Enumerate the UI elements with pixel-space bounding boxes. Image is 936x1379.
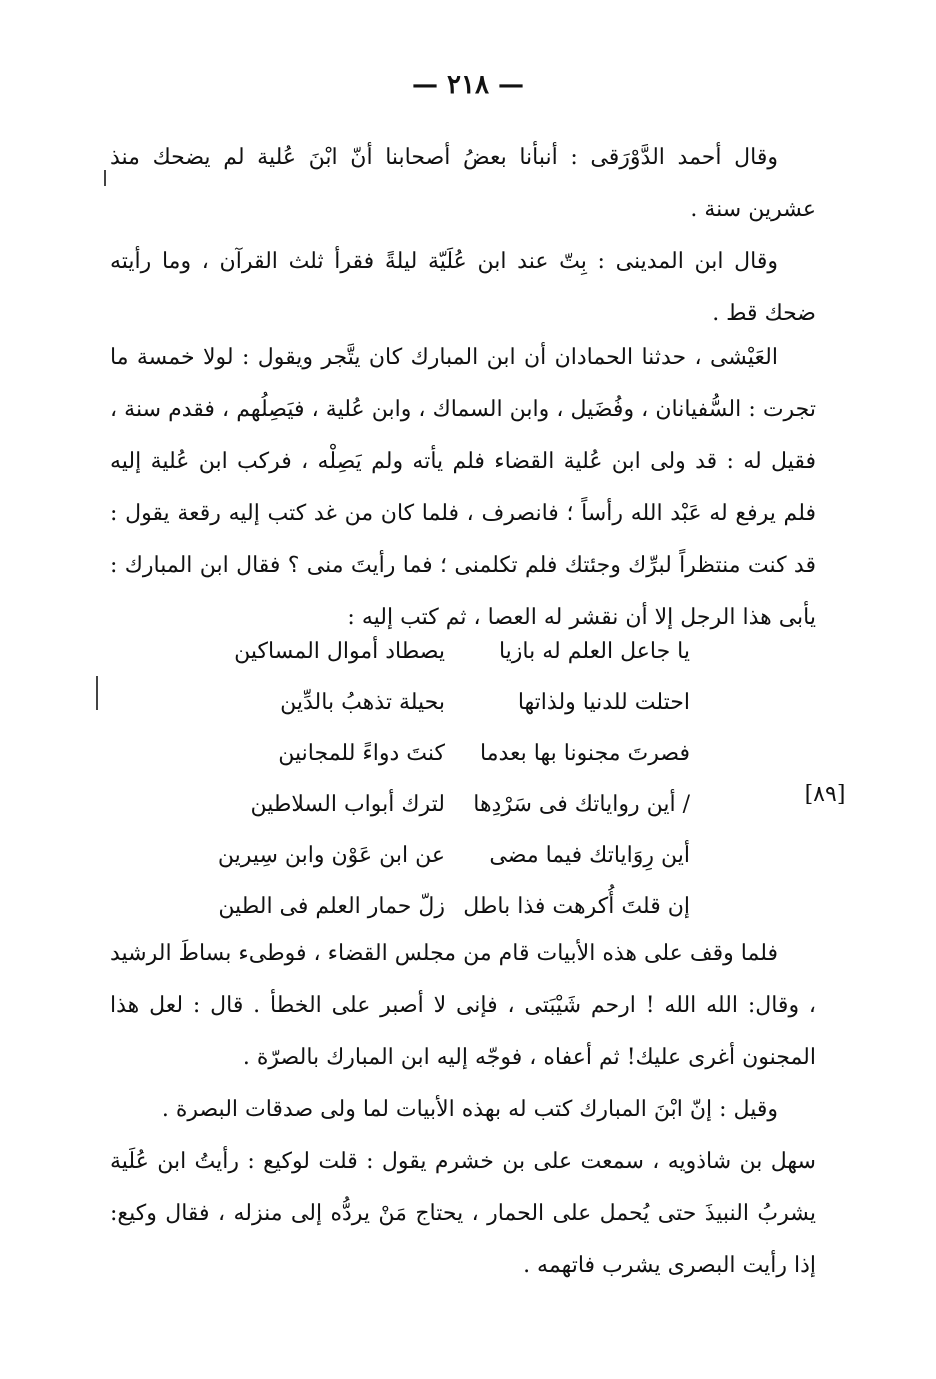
margin-rule-mark — [104, 170, 106, 186]
verse-first-hemistich: أين رِوَاياتك فيما مضى — [489, 843, 690, 868]
folio-marker: [٨٩] — [804, 782, 846, 807]
paragraph: وقال أحمد الدَّوْرَقى : أنبأنا بعضُ أصحابنا أنّ ابْنَ عُلية لم يضحك منذ عشرين سنة . — [110, 145, 816, 222]
verse-first-hemistich: يا جاعل العلم له بازيا — [498, 639, 690, 664]
poem-verse — [210, 728, 690, 779]
poem-verse — [210, 626, 690, 677]
poem — [210, 626, 690, 932]
paragraph-block-4 — [110, 928, 816, 1084]
paragraph-block-2 — [110, 236, 816, 340]
paragraph: وقيل : إنّ ابْنَ المبارك كتب له بهذه الأبيات لما ولى صدقات البصرة . — [161, 1097, 778, 1122]
verse-second-hemistich: كنتَ دواءً للمجانين — [278, 741, 445, 766]
verse-first-hemistich: احتلت للدنيا ولذاتها — [517, 690, 690, 715]
margin-rule-mark — [96, 676, 98, 710]
paragraph: فلما وقف على هذه الأبيات قام من مجلس القضاء ، فوطىء بساطَ الرشيد ، وقال: الله الله ! ارحم شَيْبَتى ، فإنى لا أصبر على الخطأ . قال : لعل هذا المجنون أغرى عليك! ثم أعفاه ، فوجّه إليه ابن المبارك بالصرّة . — [110, 941, 816, 1070]
paragraph-block-6 — [110, 1136, 816, 1292]
poem-verse — [210, 881, 690, 932]
paragraph: سهل بن شاذويه ، سمعت على بن خشرم يقول : قلت لوكيع : رأيتُ ابن عُلَية يشربُ النبيذَ حتى يُحمل على الحمار ، يحتاج مَنْ يردُّه إلى منزله ، فقال وكيع: إذا رأيت البصرى يشرب فاتهمه . — [110, 1149, 816, 1278]
verse-second-hemistich: زلّ حمار العلم فى الطين — [218, 894, 445, 919]
paragraph-block-1 — [110, 132, 816, 236]
paragraph-block-5 — [110, 1084, 816, 1136]
verse-second-hemistich: لترك أبواب السلاطين — [250, 792, 445, 817]
poem-verse — [210, 677, 690, 728]
paragraph: وقال ابن المدينى : بِتّ عند ابن عُلَيّة ليلةً فقرأ ثلث القرآن ، وما رأيته ضحك قط . — [110, 249, 816, 326]
paragraph: العَيْشى ، حدثنا الحمادان أن ابن المبارك كان يتَّجر ويقول : لولا خمسة ما تجرت : السُّفيانان ، وفُضَيل ، وابن السماك ، وابن عُلية ، فيَصِلُهم ، فقدم سنة ، فقيل له : قد ولى ابن عُلية القضاء فلم يأته ولم يَصِلْه ، فركب ابن عُلية إليه فلم يرفع له عَبْد الله رأساً ؛ فانصرف ، فلما كان من غد كتب إليه رقعة يقول : قد كنت منتظراً لبرِّك وجئتك فلم تكلمنى ؛ فما رأيتَ منى ؟ فقال ابن المبارك : يأبى هذا الرجل إلا أن نقشر له العصا ، ثم كتب إليه : — [110, 345, 816, 630]
verse-second-hemistich: عن ابن عَوْن وابن سِيرين — [217, 843, 445, 868]
verse-second-hemistich: يصطاد أموال المساكين — [234, 639, 445, 664]
poem-verse — [210, 830, 690, 881]
verse-second-hemistich: بحيلة تذهبُ بالدِّين — [280, 690, 445, 715]
page-number: — ٢١٨ — — [411, 70, 525, 100]
poem-verse — [210, 779, 690, 830]
verse-first-hemistich: إن قلتَ أُكرهت فذا باطل — [463, 894, 690, 919]
verse-first-hemistich: فصرتَ مجنونا بها بعدما — [480, 741, 690, 766]
paragraph-block-3 — [110, 332, 816, 644]
verse-first-hemistich: / أين رواياتك فى سَرْدِها — [473, 792, 690, 817]
